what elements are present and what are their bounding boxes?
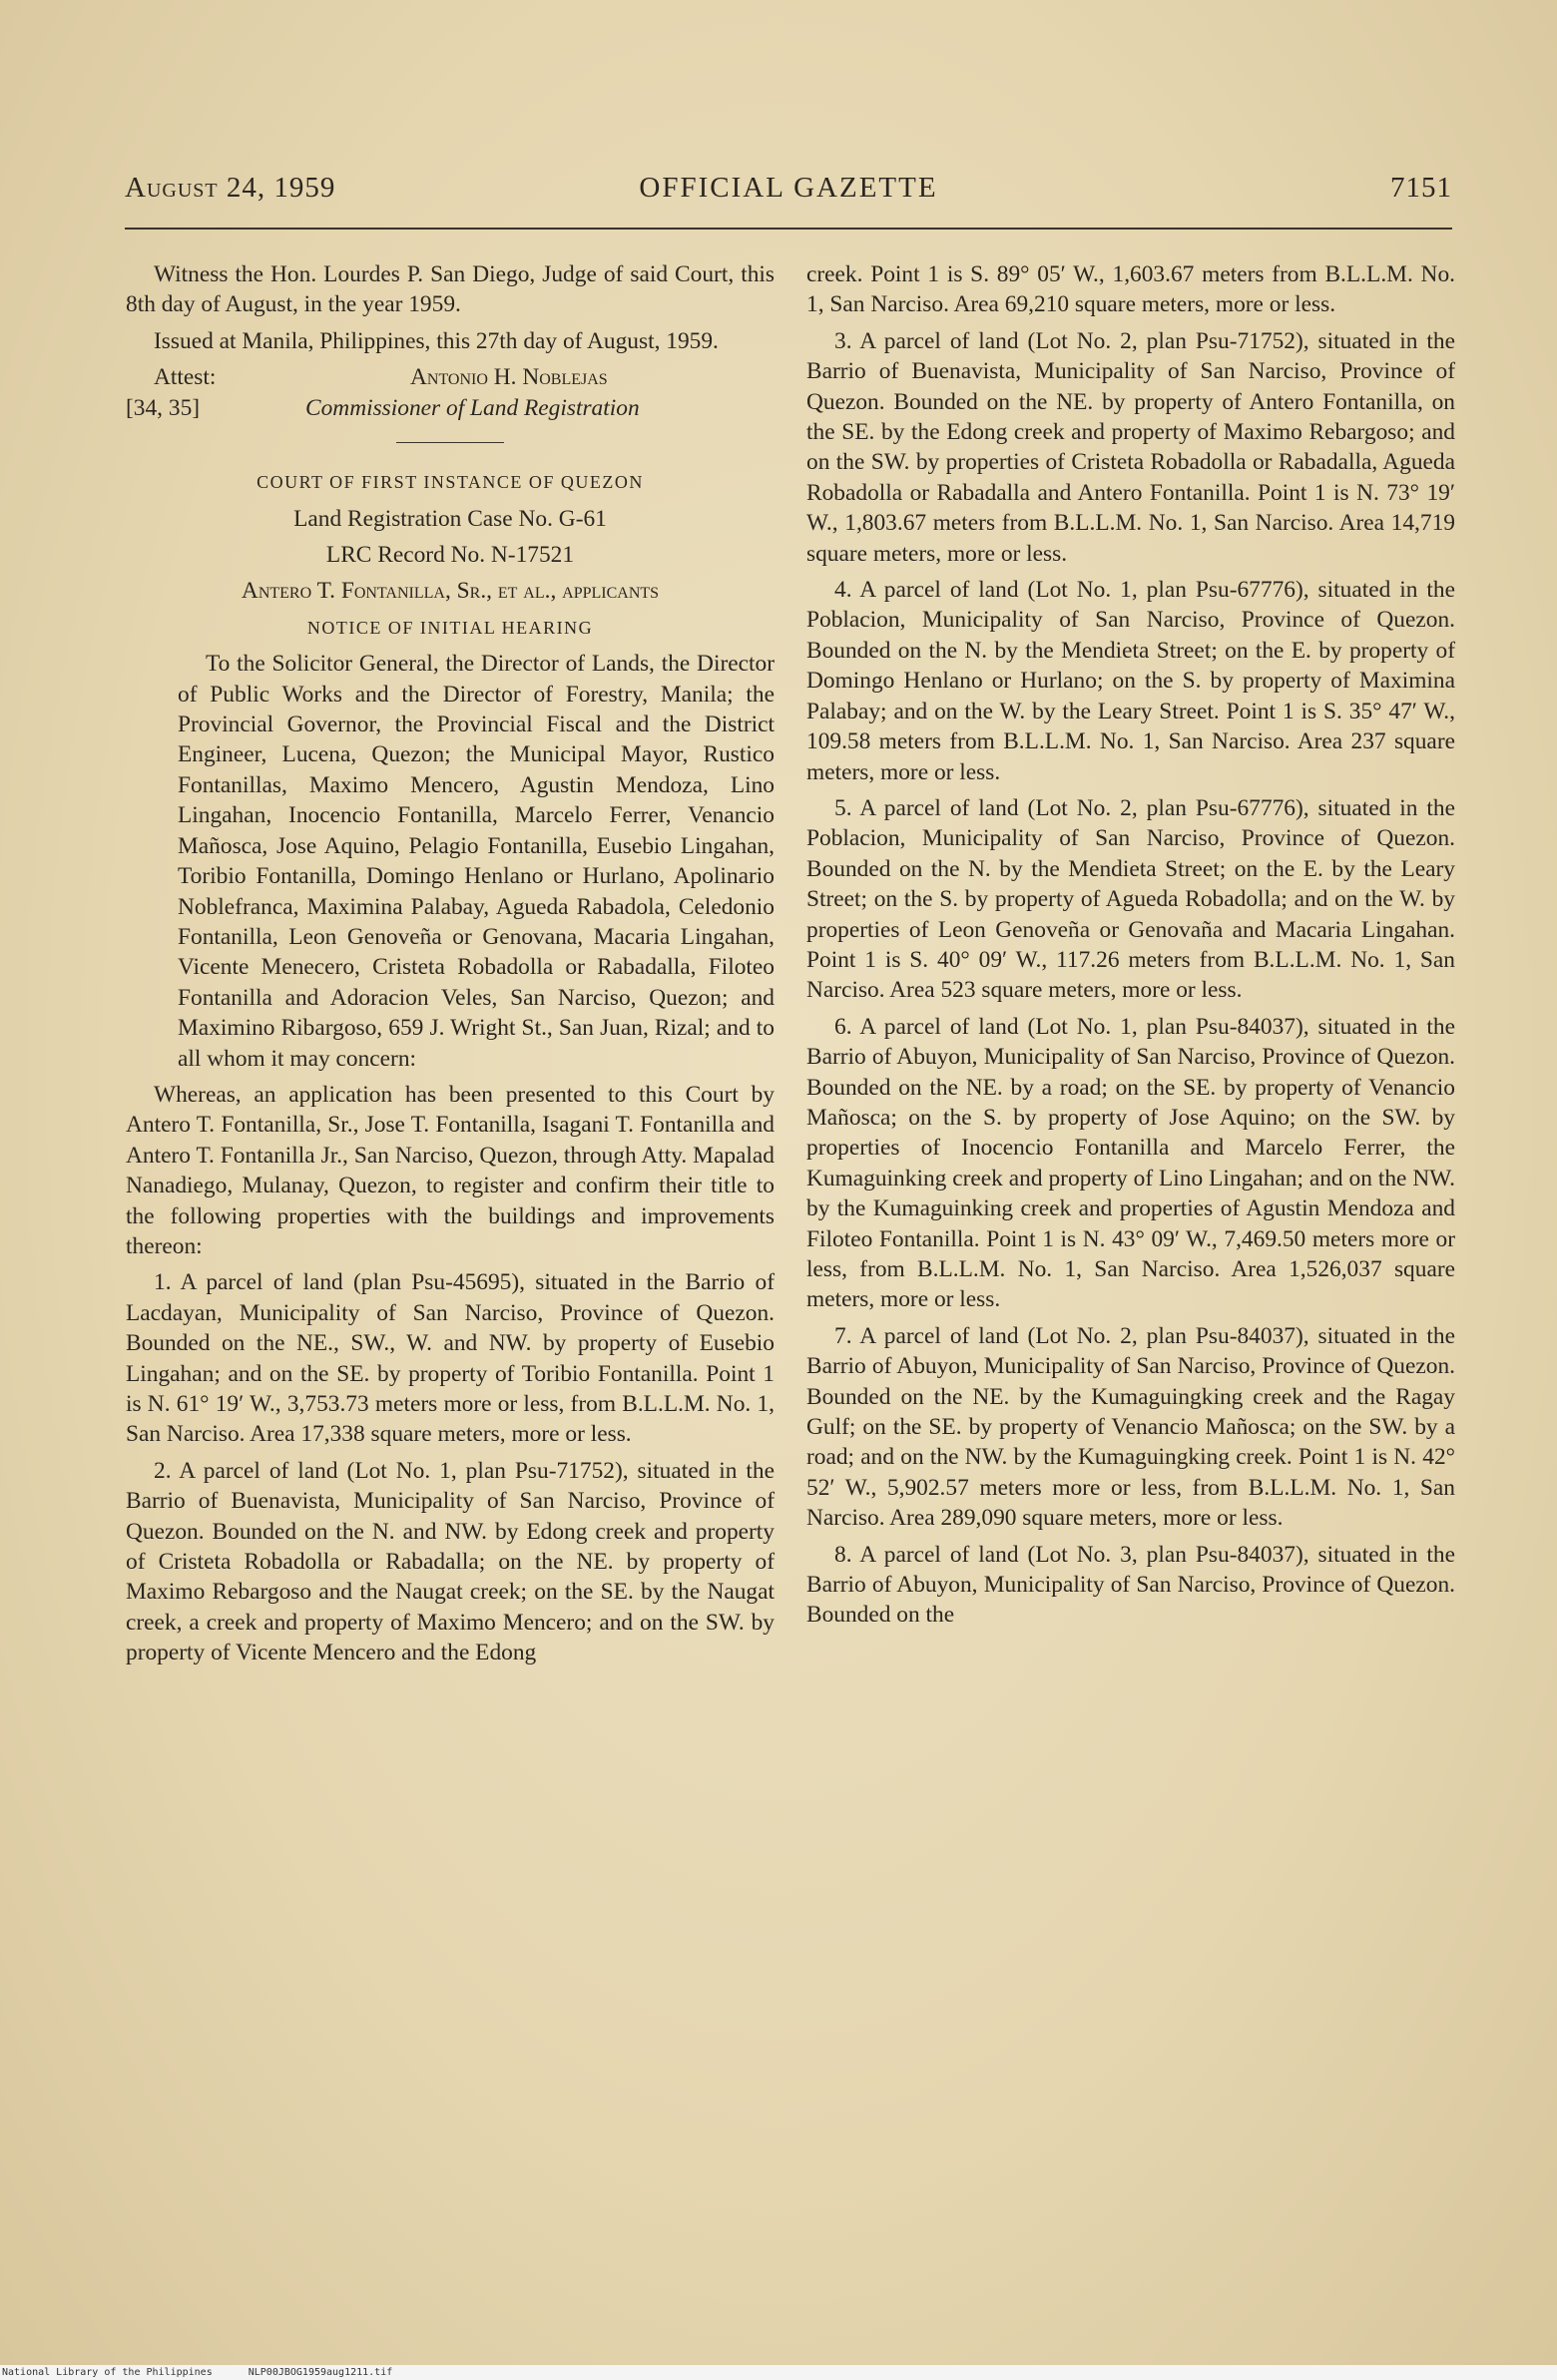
parcel-7: 7. A parcel of land (Lot No. 2, plan Psu-84037), situated in the Barrio of Abuyon, Municipality of San Narciso, Province of Quezon. Bounded on the NE. by the Kumaguingking creek and the Ragay Gulf; on the SE. by property of Venancio Mañosca; on the SW. by a road; and on the NW. by the Kumaguingking creek. Point 1 is N. 42° 52′ W., 5,902.57 meters more or less, from B.L.L.M. No. 1, San Narciso. Area 289,090 square meters, more or less.: [806, 1322, 1455, 1532]
notice-heading: NOTICE OF INITIAL HEARING: [306, 617, 594, 638]
scan-footer: [0, 2365, 1557, 2380]
right-column: [806, 259, 1455, 1637]
page-header: [125, 172, 1452, 216]
header-rule: [125, 228, 1452, 230]
footer-library: National Library of the Philippines: [2, 2367, 213, 2378]
addressee-block: To the Solicitor General, the Director of Lands, the Director of Public Works and the Director of Forestry, Manila; the Provincial Governor, the Provincial Fiscal and the District Engineer, Lucena, Quezon; the Municipal Mayor, Rustico Fontanillas, Maximo Mencero, Agustin Mendoza, Lino Lingahan, Inocencio Fontanilla, Marcelo Ferrer, Venancio Mañosca, Jose Aquino, Pelagio Fontanilla, Eusebio Lingahan, Toribio Fontanilla, Domingo Henlano or Hurlano, Apolinario Noblefranca, Maximina Palabay, Agueda Rabadola, Celedonio Fontanilla, Leon Genoveña or Genovana, Macaria Lingahan, Vicente Menecero, Cristeta Robadolla or Rabadalla, Filoteo Fontanilla and Adoracion Veles, San Narciso, Quezon; and Maximino Ribargoso, 659 J. Wright St., San Juan, Rizal; and to all whom it may concern:: [178, 651, 775, 1072]
parcel-5: 5. A parcel of land (Lot No. 2, plan Psu-67776), situated in the Poblacion, Municipality of San Narciso, Province of Quezon. Bounded on the N. by the Mendieta Street; on the E. by the Leary Street; on the S. by property of Agueda Robadolla; and on the W. by properties of Leon Genoveña or Genovaña and Macaria Lingahan. Point 1 is S. 40° 09′ W., 117.26 meters from B.L.L.M. No. 1, San Narciso. Area 523 square meters, more or less.: [806, 794, 1455, 1004]
parcel-2-continued: creek. Point 1 is S. 89° 05′ W., 1,603.67 meters from B.L.L.M. No. 1, San Narciso. Area 69,210 square meters, more or less.: [806, 261, 1455, 318]
witness-paragraph: Witness the Hon. Lourdes P. San Diego, Judge of said Court, this 8th day of August, in the year 1959.: [126, 261, 775, 318]
parcel-1: 1. A parcel of land (plan Psu-45695), situated in the Barrio of Lacdayan, Municipality of San Narciso, Province of Quezon. Bounded on the NE., SW., W. and NW. by property of Eusebio Lingahan; and on the SE. by property of Toribio Fontanilla. Point 1 is N. 61° 19′ W., 3,753.73 meters more or less, from B.L.L.M. No. 1, San Narciso. Area 17,338 square meters, more or less.: [126, 1269, 775, 1448]
header-date: August 24, 1959: [125, 172, 336, 204]
parcel-3: 3. A parcel of land (Lot No. 2, plan Psu-71752), situated in the Barrio of Buenavista, Municipality of San Narciso, Province of Quezon. Bounded on the NE. by property of Antero Fontanilla, on the SE. by the Edong creek and property of Maximo Rebargoso; and on the SW. by properties of Cristeta Robadolla or Rabadalla, Agueda Robadolla or Rabadalla and Antero Fontanilla. Point 1 is N. 73° 19′ W., 1,803.67 meters from B.L.L.M. No. 1, San Narciso. Area 14,719 square meters, more or less.: [806, 327, 1455, 567]
header-title: OFFICIAL GAZETTE: [639, 172, 938, 204]
section-divider: [396, 442, 504, 443]
record-number: LRC Record No. N-17521: [325, 542, 575, 569]
attest-block: [126, 362, 775, 424]
case-number: Land Registration Case No. G-61: [293, 505, 607, 532]
attest-label: Attest:: [154, 364, 217, 391]
left-column: [126, 259, 775, 1674]
attest-name: Antonio H. Noblejas: [410, 364, 608, 391]
attest-title: Commissioner of Land Registration: [305, 395, 640, 422]
parcel-8: 8. A parcel of land (Lot No. 3, plan Psu-84037), situated in the Barrio of Abuyon, Municipality of San Narciso, Province of Quezon. Bounded on the: [806, 1541, 1455, 1629]
parcel-2: 2. A parcel of land (Lot No. 1, plan Psu-71752), situated in the Barrio of Buenavista, Municipality of San Narciso, Province of Quezon. Bounded on the N. and NW. by Edong creek and property of Cristeta Robadolla or Rabadalla; on the NE. by property of Maximo Rebargoso and the Naugat creek; on the SE. by the Naugat creek, a creek and property of Maximo Mencero; and on the SW. by property of Vicente Mencero and the Edong: [126, 1457, 775, 1666]
parcel-6: 6. A parcel of land (Lot No. 1, plan Psu-84037), situated in the Barrio of Abuyon, Municipality of San Narciso, Province of Quezon. Bounded on the NE. by a road; on the SE. by property of Venancio Mañosca; on the S. by property of Jose Aquino; on the SW. by properties of Inocencio Fontanilla and Marcelo Ferrer, the Kumaguinking creek and property of Lino Lingahan; and on the NW. by the Kumaguinking creek and properties of Agustin Mendoza and Filoteo Fontanilla. Point 1 is N. 43° 09′ W., 7,469.50 meters more or less, from B.L.L.M. No. 1, San Narciso. Area 1,526,037 square meters, more or less.: [806, 1013, 1455, 1313]
court-heading: COURT OF FIRST INSTANCE OF QUEZON: [257, 472, 644, 493]
applicants-line: Antero T. Fontanilla, Sr., et al., applicants: [241, 578, 660, 605]
parcel-4: 4. A parcel of land (Lot No. 1, plan Psu-67776), situated in the Poblacion, Municipality of San Narciso, Province of Quezon. Bounded on the N. by the Mendieta Street; on the E. by property of Domingo Henlano or Hurlano; on the S. by property of Maximina Palabay; and on the W. by the Leary Street. Point 1 is S. 35° 47′ W., 109.58 meters from B.L.L.M. No. 1, San Narciso. Area 237 square meters, more or less.: [806, 577, 1455, 785]
page-number: 7151: [1390, 172, 1452, 204]
issued-paragraph: Issued at Manila, Philippines, this 27th day of August, 1959.: [154, 327, 719, 354]
footer-file: NLP00JBOG1959aug1211.tif: [248, 2367, 393, 2378]
attest-ref: [34, 35]: [126, 395, 201, 422]
whereas-paragraph: Whereas, an application has been presented to this Court by Antero T. Fontanilla, Sr., Jose T. Fontanilla, Isagani T. Fontanilla and Antero T. Fontanilla Jr., San Narciso, Quezon, through Atty. Mapalad Nanadiego, Mulanay, Quezon, to register and confirm their title to the following properties with the buildings and improvements thereon:: [126, 1081, 775, 1259]
